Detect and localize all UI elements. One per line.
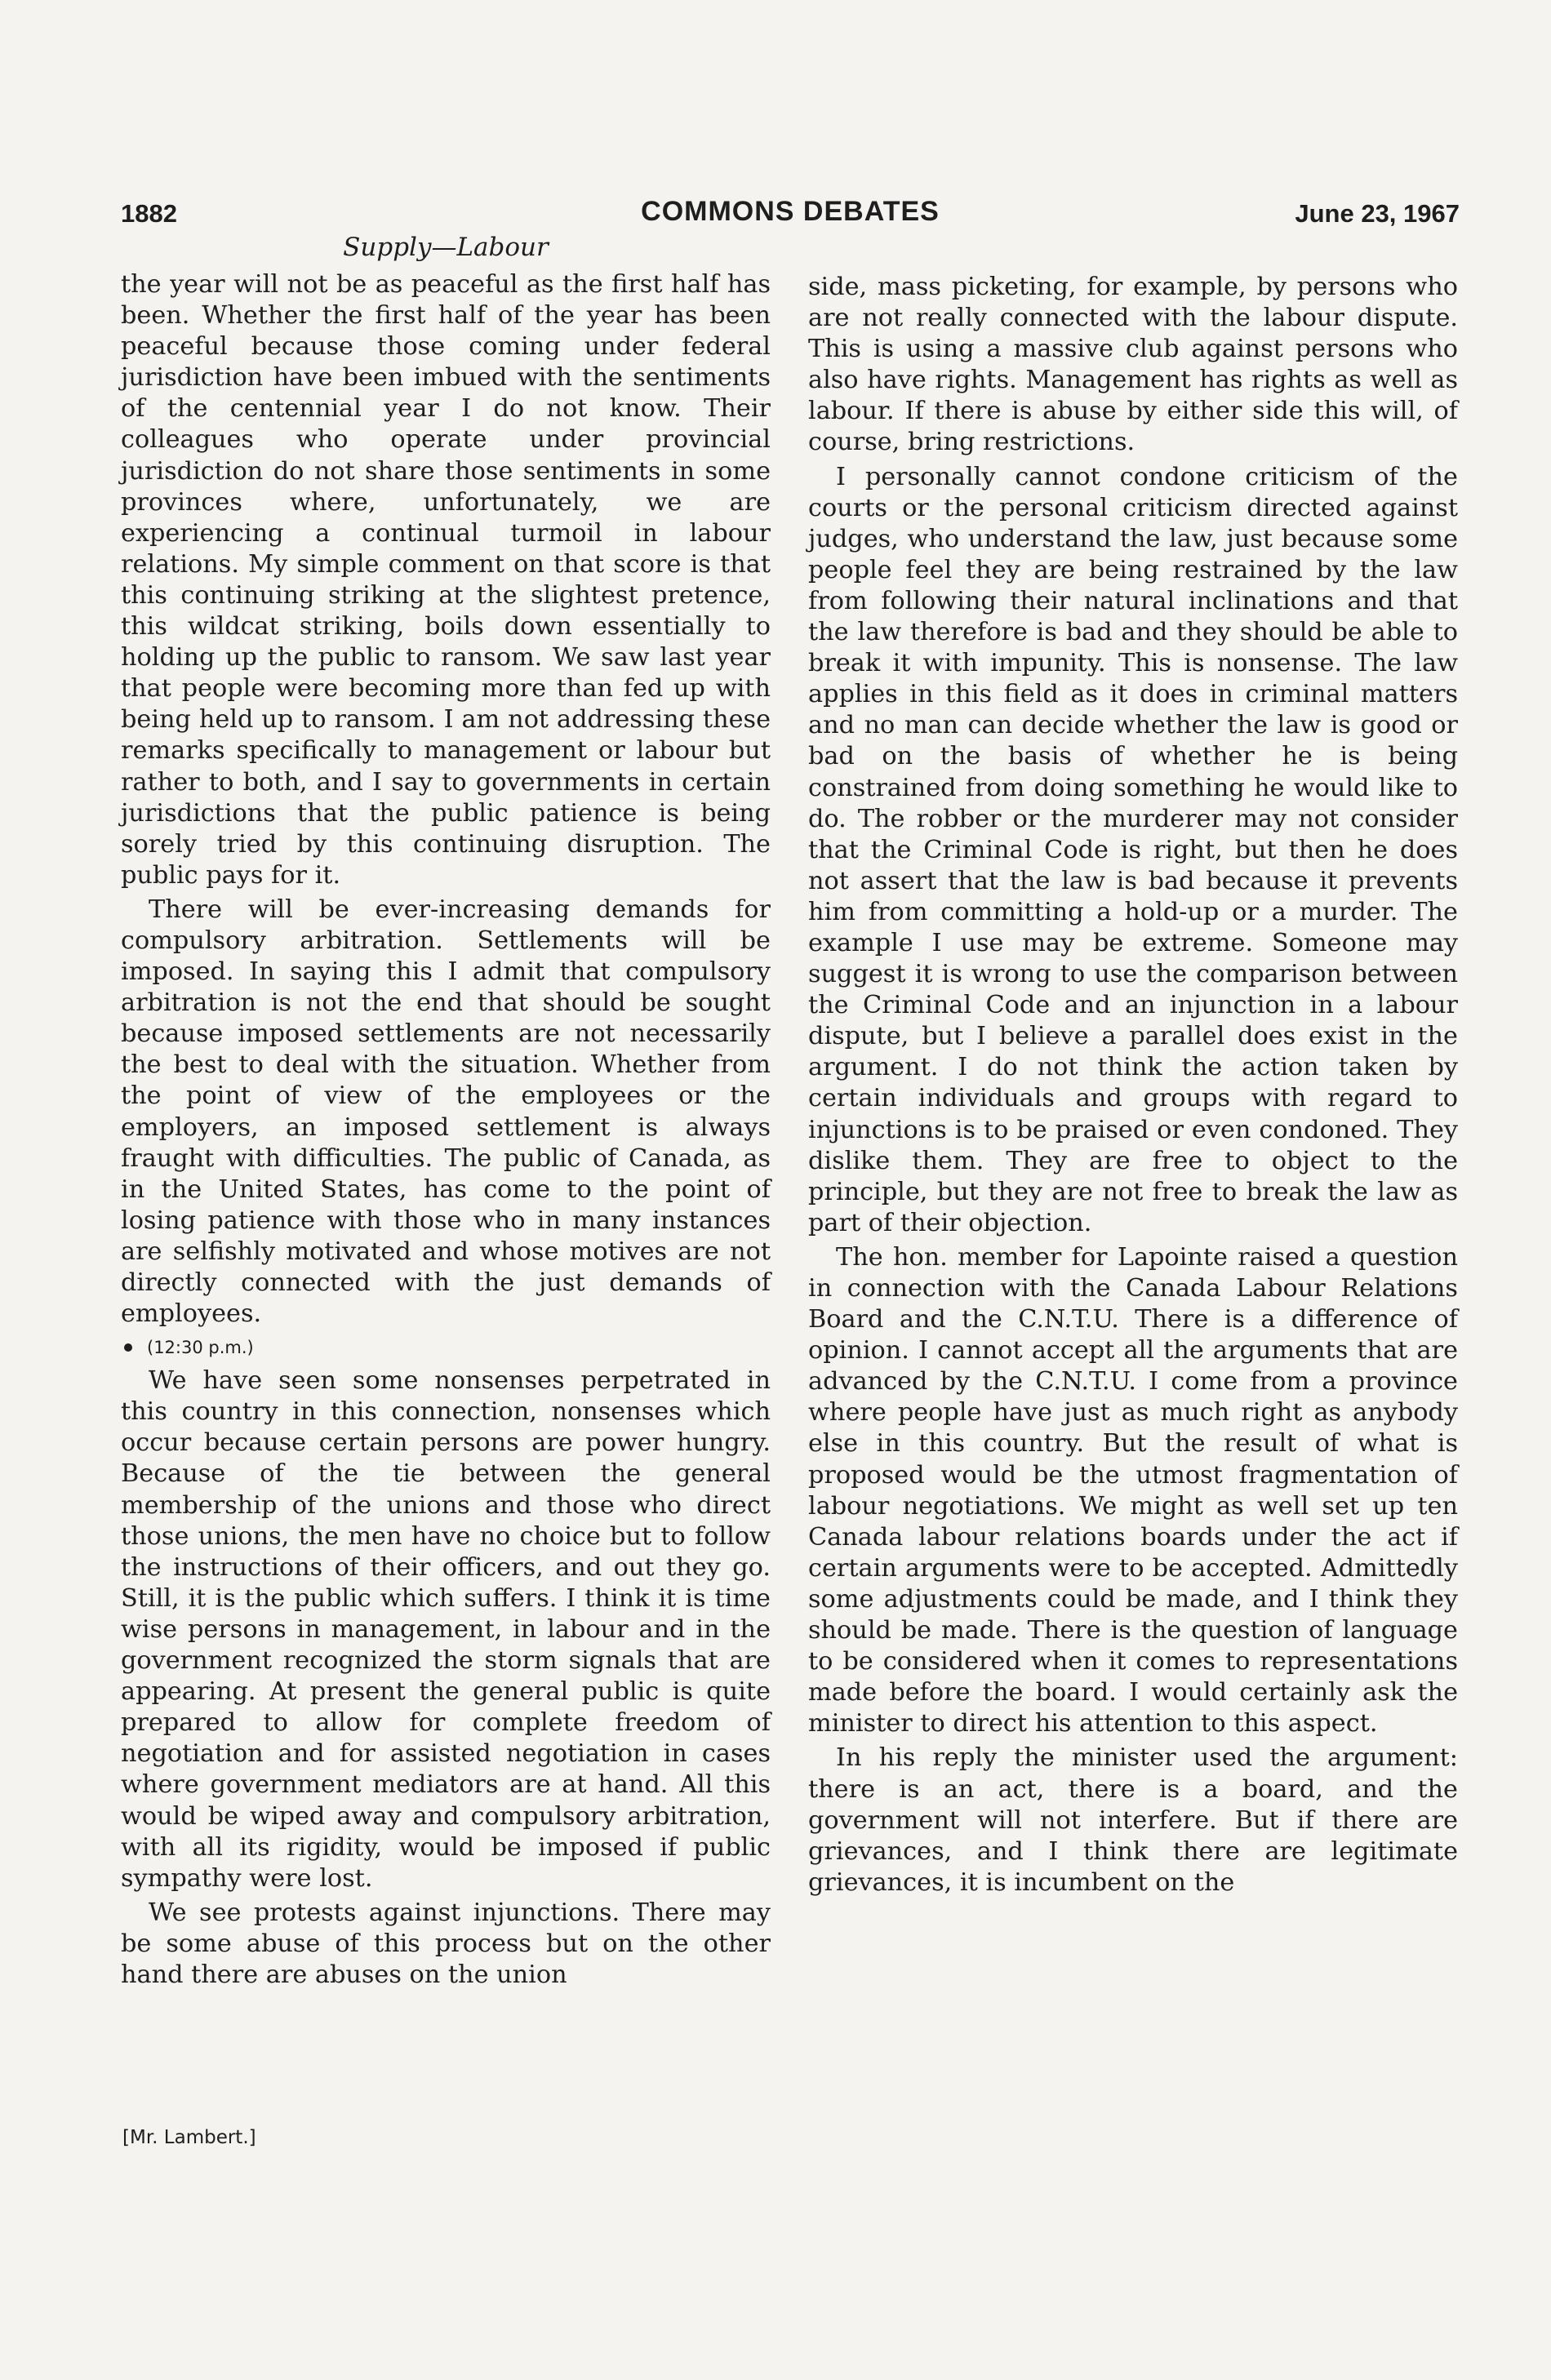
paragraph: In his reply the minister used the argument: there is an act, there is a board, and the government will not interfere. But if there are grievances, and I think there are legitimate grievances, it is incumbent on the (808, 1743, 1458, 1897)
time-marker (121, 1333, 771, 1362)
paragraph: I personally cannot condone criticism of the courts or the personal criticism directed against judges, who understand the law, just because some people feel they are being restrained by the law from following their natural inclinations and that the law therefore is bad and they should be able to break it with impunity. This is nonsense. The law applies in this field as it does in criminal matters and no man can decide whether the law is good or bad on the basis of whether he is being constrained from doing something he would like to do. The robber or the murderer may not consider that the Criminal Code is right, but then he does not assert that the law is bad because it prevents him from committing a hold-up or a murder. The example I use may be extreme. Someone may suggest it is wrong to use the comparison between the Criminal Code and an injunction in a labour dispute, but I believe a parallel does exist in the argument. I do not think the action taken by certain individuals and groups with regard to injunctions is to be praised or even condoned. They dislike them. They are free to object to the principle, but they are not free to break the law as part of their objection. (808, 462, 1458, 1237)
speaker-footer: [Mr. Lambert.] (122, 2127, 256, 2148)
page-date: June 23, 1967 (1295, 199, 1460, 228)
page-number: 1882 (121, 199, 177, 228)
paragraph: We have seen some nonsenses perpetrated in this country in this connection, nonsenses which occur because certain persons are power hungry. Because of the tie between the general membership of the unions and those who direct those unions, the men have no choice but to follow the instructions of their officers, and out they go. Still, it is the public which suffers. I think it is time wise persons in management, in labour and in the government recognized the storm signals that are appearing. At present the general public is quite prepared to allow for complete freedom of negotiation and for assisted negotiation in cases where government mediators are at hand. All this would be wiped away and compulsory arbitration, with all its rigidity, would be imposed if public sympathy were lost. (121, 1366, 771, 1893)
left-column (121, 269, 771, 1991)
paragraph: side, mass picketing, for example, by persons who are not really connected with the labour dispute. This is using a massive club against persons who also have rights. Management has rights as well as labour. If there is abuse by either side this will, of course, bring restrictions. (808, 273, 1458, 457)
paragraph: There will be ever-increasing demands for compulsory arbitration. Settlements will be imposed. In saying this I admit that compulsory arbitration is not the end that should be sought because imposed settlements are not necessarily the best to deal with the situation. Whether from the point of view of the employees or the employers, an imposed settlement is always fraught with difficulties. The public of Canada, as in the United States, has come to the point of losing patience with those who in many instances are selfishly motivated and whose motives are not directly connected with the just demands of employees. (121, 895, 771, 1329)
time-stamp: (12:30 p.m.) (147, 1338, 254, 1358)
page-header (121, 196, 1460, 232)
publication-title: COMMONS DEBATES (641, 196, 940, 227)
section-subheading: Supply—Labour (343, 233, 549, 262)
paragraph: The hon. member for Lapointe raised a question in connection with the Canada Labour Relations Board and the C.N.T.U. There is a difference of opinion. I cannot accept all the arguments that are advanced by the C.N.T.U. I come from a province where people have just as much right as anybody else in this country. But the result of what is proposed would be the utmost fragmentation of labour negotiations. We might as well set up ten Canada labour relations boards under the act if certain arguments were to be accepted. Admittedly some adjustments could be made, and I think they should be made. There is the question of language to be considered when it comes to representations made before the board. I would certainly ask the minister to direct his attention to this aspect. (808, 1242, 1458, 1738)
paragraph: We see protests against injunctions. There may be some abuse of this process but on the other hand there are abuses on the union (121, 1898, 771, 1989)
right-column (808, 272, 1458, 1898)
paragraph: the year will not be as peaceful as the first half has been. Whether the first half of the year has been peaceful because those coming under federal jurisdiction have been imbued with the sentiments of the centennial year I do not know. Their colleagues who operate under provincial jurisdiction do not share those sentiments in some provinces where, unfortunately, we are experiencing a continual turmoil in labour relations. My simple comment on that score is that this continuing striking at the slightest pretence, this wildcat striking, boils down essentially to holding up the public to ransom. We saw last year that people were becoming more than fed up with being held up to ransom. I am not addressing these remarks specifically to management or labour but rather to both, and I say to governments in certain jurisdictions that the public patience is being sorely tried by this continuing disruption. The public pays for it. (121, 270, 771, 890)
bullet-icon (124, 1343, 132, 1352)
